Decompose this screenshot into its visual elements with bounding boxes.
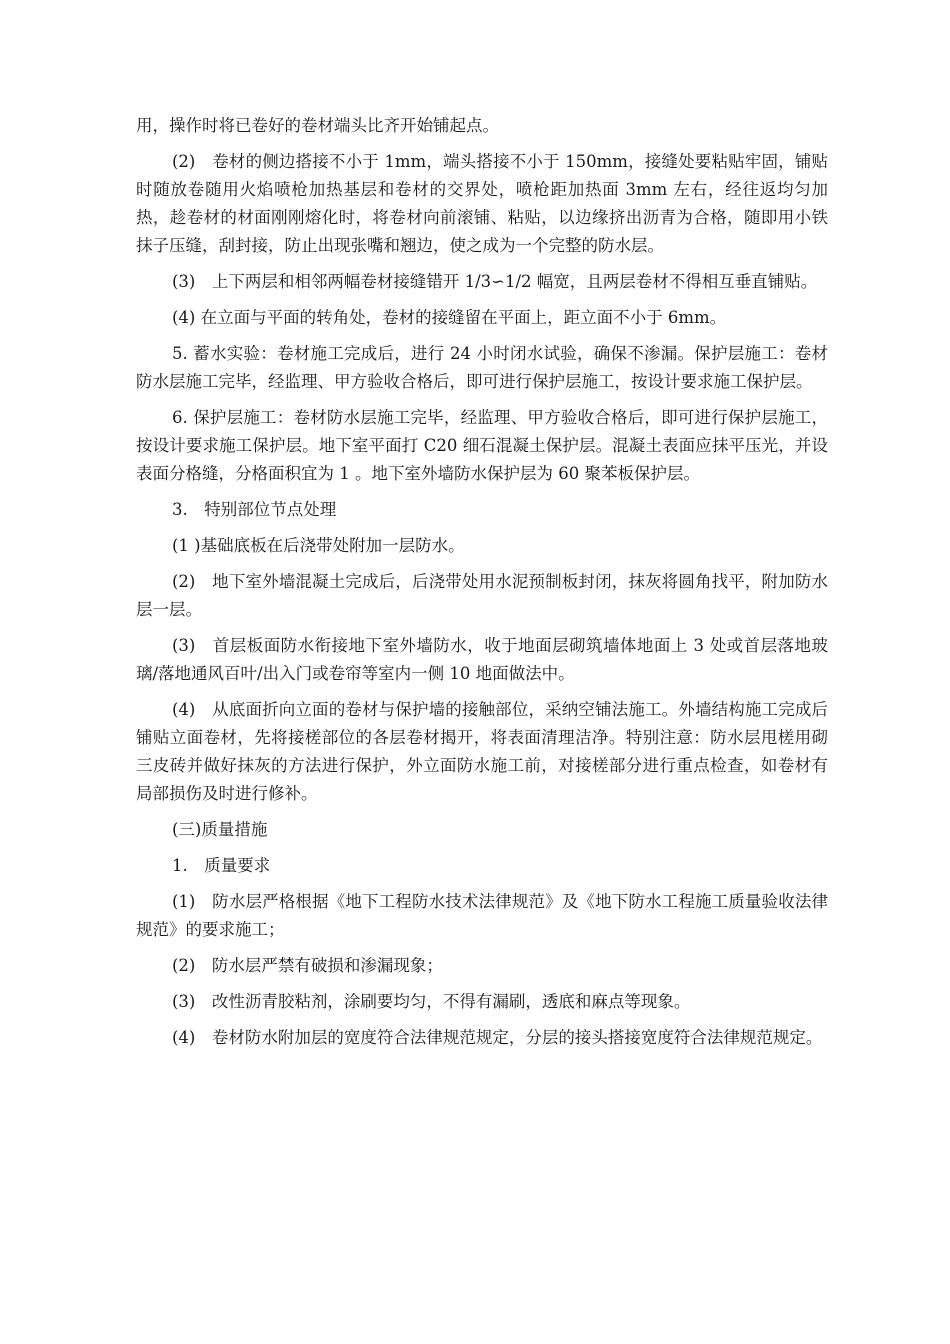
subsection-heading-quality-requirements: 1. 质量要求 <box>172 856 271 875</box>
paragraph-item-4-corner-seam: (4) 在立面与平面的转角处，卷材的接缝留在平面上，距立面不小于 6mm。 <box>172 308 727 327</box>
paragraph-quality-2: (2) 防水层严禁有破损和渗漏现象； <box>172 956 443 975</box>
paragraph-item-2-lap-joint: (2) 卷材的侧边搭接不小于 1mm，端头搭接不小于 150mm，接缝处要粘贴牢固，铺贴时随放卷随用火焰喷枪加热基层和卷材的交界处，喷枪距加热面 3mm 左右，经往返均匀加热，趁卷材的材面刚刚熔化时，将卷材向前滚铺、粘贴，以边缘挤出沥青为合格，随即用小铁抹子压缝，刮封接，防止出现张嘴和翘边，使之成为一个完整的防水层。 <box>136 152 828 255</box>
paragraph-node-3: (3) 首层板面防水衔接地下室外墙防水，收于地面层砌筑墙体地面上 3 处或首层落地玻璃/落地通风百叶/出入门或卷帘等室内一侧 10 地面做法中。 <box>136 636 828 683</box>
paragraph-node-4: (4) 从底面折向立面的卷材与保护墙的接触部位，采纳空铺法施工。外墙结构施工完成后铺贴立面卷材，先将接槎部位的各层卷材揭开，将表面清理洁净。特别注意：防水层甩槎用砌三皮砖并做好抹灰的方法进行保护，外立面防水施工前，对接槎部分进行重点检查，如卷材有局部损伤及时进行修补。 <box>136 700 828 803</box>
section-heading-quality-measures: (三)质量措施 <box>172 820 268 839</box>
paragraph-item-3-staggered-seams: (3) 上下两层和相邻两幅卷材接缝错开 1/3∽1/2 幅宽，且两层卷材不得相互垂直铺贴。 <box>172 272 818 291</box>
paragraph-continuation: 用，操作时将已卷好的卷材端头比齐开始铺起点。 <box>136 116 499 135</box>
paragraph-quality-4: (4) 卷材防水附加层的宽度符合法律规范规定，分层的接头搭接宽度符合法律规范规定。 <box>172 1028 823 1047</box>
paragraph-quality-1: (1) 防水层严格根据《地下工程防水技术法律规范》及《地下防水工程施工质量验收法律规范》的要求施工； <box>136 892 828 939</box>
paragraph-protection-layer: 6. 保护层施工：卷材防水层施工完毕，经监理、甲方验收合格后，即可进行保护层施工，按设计要求施工保护层。地下室平面打 C20 细石混凝土保护层。混凝土表面应抹平压光，并设表面分格缝，分格面积宜为 1 。地下室外墙防水保护层为 60 聚苯板保护层。 <box>136 408 828 483</box>
paragraph-quality-3: (3) 改性沥青胶粘剂，涂刷要均匀，不得有漏刷，透底和麻点等现象。 <box>172 992 691 1011</box>
paragraph-node-2: (2) 地下室外墙混凝土完成后，后浇带处用水泥预制板封闭，抹灰将圆角找平，附加防水层一层。 <box>136 572 828 619</box>
paragraph-node-1: (1 )基础底板在后浇带处附加一层防水。 <box>172 536 465 555</box>
paragraph-water-test: 5. 蓄水实验：卷材施工完成后，进行 24 小时闭水试验，确保不渗漏。保护层施工：卷材防水层施工完毕，经监理、甲方验收合格后，即可进行保护层施工，按设计要求施工保护层。 <box>136 344 828 391</box>
document-body <box>136 112 828 1060</box>
section-heading-special-nodes: 3. 特别部位节点处理 <box>172 500 337 519</box>
